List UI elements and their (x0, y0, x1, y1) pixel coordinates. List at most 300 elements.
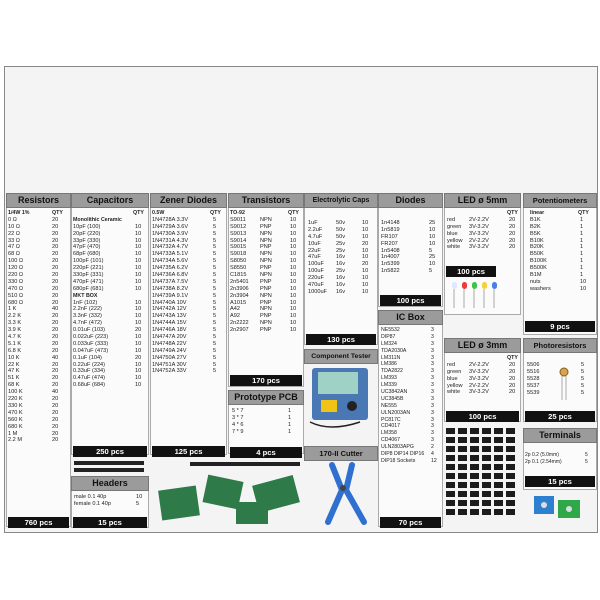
table-cell: 100uF (308, 261, 324, 268)
table-cell: 5 (213, 354, 217, 361)
table-cell: 1 (288, 408, 292, 414)
table-cell: 10 (429, 226, 436, 233)
table-cell: 40 (52, 354, 59, 361)
table-cell: A42 (230, 306, 240, 313)
table-row (8, 382, 67, 389)
table-cell: 10 (290, 216, 297, 223)
table-cell: B10K (530, 237, 544, 244)
table-cell: green (447, 223, 462, 230)
table-cell: 5 (213, 306, 217, 313)
table-cell: 3V-3.2V (469, 375, 489, 382)
table-row (381, 437, 439, 444)
table-cell: 16v (336, 275, 346, 282)
table-row (8, 300, 67, 307)
table-row (381, 444, 439, 451)
table-cell: 20 (52, 272, 59, 279)
table-cell: 20 (52, 223, 59, 230)
table-cell: 10 (362, 282, 369, 289)
table-row (74, 501, 145, 508)
table-cell: 10 (135, 320, 142, 327)
table-cell: 3 (431, 430, 434, 437)
table-cell: 10 (135, 272, 142, 279)
table-row (230, 258, 300, 265)
table-cell: PNP (260, 299, 272, 306)
zener-pcs: 125 pcs (152, 446, 225, 457)
headers-title: Headers (71, 476, 149, 491)
table-cell: 5539 (527, 389, 540, 396)
table-cell: B5K (530, 230, 541, 237)
table-cell: A92 (230, 313, 240, 320)
led5-table: QTY red 2V-2.2V 20 green 3V-3.2V 20 blue 3V-3.2V 20 yellow 2V-2.2V 20 white 3V-3.2V 20 (447, 210, 518, 251)
table-cell: TDA2030A (381, 347, 407, 354)
table-row (381, 451, 439, 458)
table-row (230, 300, 300, 307)
table-cell: 3V-3.2V (469, 223, 489, 230)
table-cell: 10 (362, 254, 369, 261)
table-cell: 10 (135, 306, 142, 313)
capacitors-title: Capacitors (71, 193, 149, 208)
table-cell: 1N4748A 22V (152, 340, 187, 347)
table-cell: 0.033uF (333) (73, 340, 109, 347)
table-row (73, 327, 145, 334)
table-cell: 3 (431, 437, 434, 444)
table-cell: 20 (52, 347, 59, 354)
table-cell: 20 (52, 437, 59, 444)
table-cell: 20 (52, 334, 59, 341)
table-cell: white (447, 389, 461, 396)
icbox-table (381, 327, 439, 465)
table-cell: 10 (135, 299, 142, 306)
table-cell: red (447, 216, 456, 223)
table-cell: 1N4743A 13V (152, 313, 187, 320)
icbox-title: IC Box (378, 310, 443, 325)
table-cell: 16v (336, 288, 346, 295)
led3-title: LED ø 3mm (444, 338, 521, 353)
table-cell: 1 (288, 414, 292, 421)
table-row (525, 459, 593, 466)
table-cell: 20 (52, 313, 59, 320)
table-cell: 68 Ω (8, 251, 20, 258)
table-cell: S9012 (230, 223, 247, 230)
table-row (152, 265, 223, 272)
section-label: Monolithic Ceramic (73, 216, 122, 223)
table-row (447, 238, 517, 245)
table-cell: S9013 (230, 230, 247, 237)
electrolytic-table (308, 220, 374, 296)
table-cell: 1N4732A 4.7V (152, 244, 189, 251)
potentiometers-table: linear QTY B1K 1 B2K 1 B5K 1 B10K 1 B20K 1 B50K 1 B100K 1 B500K 1 B1M 1 nuts 10 washers 10 (530, 210, 589, 292)
table-cell: 20 (52, 278, 59, 285)
table-cell: 1 (580, 265, 584, 272)
table-cell: 20 (52, 285, 59, 292)
table-cell: 1 (580, 230, 584, 237)
table-cell: 10 (290, 230, 297, 237)
table-cell: 4 * 6 (232, 421, 244, 428)
table-cell: 25v (336, 247, 346, 254)
table-cell: 40 (52, 389, 59, 396)
table-cell: 1N4737A 7.5V (152, 278, 189, 285)
table-cell: 10uF (308, 240, 321, 247)
table-cell: 5 (585, 458, 588, 465)
table-row (530, 244, 590, 251)
table-row (73, 375, 145, 382)
transistors-table: TO-92 QTY S9011 NPN 10 S9012 PNP 10 S9013 NPN 10 S9014 NPN 10 S9015 PNP 10 S9018 NPN 10 S8050 NPN 10 S8550 PNP 10 C1815 NPN 10 2n5401 PNP 10 2n3906 PNP 10 2n3904 NPN 10 A1015 PNP 10 A42 NPN 10 A92 PNP 10 2n2222 NPN 10 2n2907 PNP 10 (230, 210, 299, 334)
table-cell: 5 (213, 347, 217, 354)
table-row (152, 279, 223, 286)
table-cell: 3 (431, 340, 434, 347)
table-row (8, 258, 67, 265)
table-cell: NPN (260, 230, 272, 237)
table-cell: 10 (135, 223, 142, 230)
table-cell: 1N4747A 20V (152, 334, 187, 341)
table-cell: 20 (52, 396, 59, 403)
table-row (308, 220, 374, 227)
table-cell: 5 (213, 272, 217, 279)
table-cell: B50K (530, 251, 544, 258)
table-cell: 5 (213, 340, 217, 347)
table-cell: 5 (585, 452, 588, 458)
table-cell: 20 (52, 368, 59, 375)
table-cell: 5 (213, 216, 217, 223)
table-cell: male 0.1 40p (74, 494, 107, 500)
diodes-pcs: 100 pcs (380, 295, 441, 306)
table-row (230, 313, 300, 320)
table-cell: 1N4733A 5.1V (152, 251, 189, 258)
table-cell: DIP8 DIP14 DIP16 (381, 451, 425, 458)
table-cell: TDA2822 (381, 368, 403, 375)
table-cell: 3 (431, 416, 434, 423)
table-cell: S8050 (230, 258, 247, 265)
table-row (381, 220, 439, 227)
table-cell: 1N4736A 6.8V (152, 272, 189, 279)
table-cell: 3 (431, 354, 434, 361)
table-row (8, 286, 67, 293)
table-cell: 10 (362, 275, 369, 282)
table-row (447, 244, 517, 251)
table-cell: 20 (509, 361, 516, 368)
photoresistors-pcs: 25 pcs (525, 411, 595, 422)
table-cell: UC3842AN (381, 389, 408, 396)
table-row (8, 224, 67, 231)
table-cell: LM358 (381, 430, 397, 437)
table-row (530, 286, 590, 293)
table-cell: 1N4739A 9.1V (152, 292, 189, 299)
potentiometers-title: Potentiometers (523, 193, 597, 208)
table-cell: 2.2 K (8, 313, 22, 320)
table-row (230, 244, 300, 251)
table-cell: UC3845B (381, 395, 404, 402)
table-cell: 20 (52, 230, 59, 237)
table-cell: 0 Ω (8, 216, 17, 223)
table-cell: NPN (260, 251, 272, 258)
table-row (530, 258, 590, 265)
table-cell: 10 (362, 268, 369, 275)
table-cell: 4 (431, 451, 434, 458)
table-cell: B1K (530, 216, 541, 223)
table-row (73, 348, 145, 355)
transistors-pcs: 170 pcs (230, 375, 302, 386)
table-cell: 10 (362, 233, 369, 240)
table-row (381, 375, 439, 382)
table-row (447, 217, 517, 224)
led3-table: QTY red 2V-2.2V 20 green 3V-3.2V 20 blue 3V-3.2V 20 yellow 2V-2.2V 20 white 3V-3.2V 20 (447, 355, 518, 396)
table-cell: 1N4731A 4.3V (152, 237, 189, 244)
table-row (8, 279, 67, 286)
table-cell: 3.9 K (8, 327, 22, 334)
table-cell: 5 * 7 (232, 408, 244, 414)
table-cell: 10 (135, 368, 142, 375)
table-row (8, 410, 67, 417)
terminals-pcs: 15 pcs (525, 476, 595, 487)
terminals-table (525, 452, 593, 466)
table-cell: 1n4148 (381, 220, 400, 226)
table-cell: PNP (260, 244, 272, 251)
table-row (381, 355, 439, 362)
table-cell: PNP (260, 223, 272, 230)
table-cell: 1 (580, 258, 584, 265)
table-cell: 330 K (8, 402, 23, 409)
table-cell: 10 (135, 361, 142, 368)
table-cell: 1N4730A 3.9V (152, 230, 189, 237)
table-row (308, 234, 374, 241)
table-cell: 1 (580, 272, 584, 279)
table-cell: LM324 (381, 340, 397, 347)
table-row (8, 334, 67, 341)
table-cell: 22 K (8, 361, 20, 368)
table-cell: 10 (135, 278, 142, 285)
table-cell: 5 (136, 500, 140, 507)
table-row (530, 224, 590, 231)
table-cell: 10 (135, 347, 142, 354)
table-cell: 10 (290, 306, 297, 313)
table-row (73, 224, 145, 231)
table-cell: 10 (290, 265, 297, 272)
table-row (73, 238, 145, 245)
table-cell: 20 (509, 230, 516, 237)
table-cell: 100 K (8, 389, 23, 396)
table-row (308, 282, 374, 289)
table-cell: yellow (447, 237, 463, 244)
table-cell: red (447, 361, 456, 368)
table-cell: 2V-2.2V (469, 361, 489, 368)
table-cell: 3.3nF (332) (73, 313, 102, 320)
table-cell: 2n2222 (230, 320, 249, 327)
table-row (530, 272, 590, 279)
table-cell: 3 * 7 (232, 414, 244, 421)
table-row (8, 348, 67, 355)
table-row (308, 268, 374, 275)
table-cell: 10 K (8, 354, 20, 361)
table-cell: 3 (431, 375, 434, 382)
table-row (527, 362, 591, 369)
table-row (8, 251, 67, 258)
table-row (308, 241, 374, 248)
zener-table: 0.5W QTY 1N4728A 3.3V 5 1N4729A 3.6V 5 1N4730A 3.9V 5 1N4731A 4.3V 5 1N4732A 4.7V 5 1N4733A 5.1V 5 1N4734A 5.6V 5 1N4735A 6.2V 5 1N4736A 6.8V 5 1N4737A 7.5V 5 1N4738A 8.2V 5 1N4739A 9.1V 5 1N4740A 10V 5 1N4742A 12V 5 1N4743A 13V 5 1N4744A 15V 5 1N4746A 18V 5 1N4747A 20V 5 1N4748A 22V 5 1N4749A 24V 5 1N4750A 27V 5 1N4751A 30V 5 1N4752A 33V 5 (152, 210, 223, 375)
table-cell: 1 (288, 421, 292, 428)
table-row (73, 306, 145, 313)
table-cell: B500K (530, 265, 547, 272)
table-row (230, 251, 300, 258)
headers-table (74, 494, 145, 508)
table-cell: 1N4744A 15V (152, 320, 187, 327)
table-cell: FR107 (381, 233, 398, 240)
table-row (73, 286, 145, 293)
table-cell: 20 (52, 382, 59, 389)
table-row (230, 231, 300, 238)
table-cell: 1 (580, 251, 584, 258)
table-cell: nuts (530, 278, 541, 285)
table-cell: 10 (290, 272, 297, 279)
led5-title: LED ø 5mm (444, 193, 521, 208)
table-row (152, 258, 223, 265)
table-row (152, 362, 223, 369)
table-row (530, 217, 590, 224)
table-row (152, 293, 223, 300)
table-cell: ULN2803APG (381, 444, 414, 451)
icbox-pcs: 70 pcs (380, 517, 441, 528)
table-cell: 1N4740A 10V (152, 299, 187, 306)
table-row (73, 362, 145, 369)
table-cell: 20 (509, 223, 516, 230)
table-cell: 330pF (331) (73, 272, 104, 279)
table-row (232, 408, 298, 415)
table-cell: washers (530, 285, 551, 292)
table-cell: 50v (336, 226, 346, 233)
headers-pcs: 15 pcs (73, 517, 147, 528)
table-cell: 4.7nF (472) (73, 320, 102, 327)
table-row (381, 261, 439, 268)
table-row (8, 231, 67, 238)
table-cell: 4.7 K (8, 334, 22, 341)
table-cell: yellow (447, 382, 463, 389)
table-cell: 7 * 9 (232, 428, 244, 435)
table-row (152, 300, 223, 307)
table-row (230, 265, 300, 272)
table-cell: 20 (509, 382, 516, 389)
table-cell: 20 (135, 327, 142, 334)
table-row (230, 279, 300, 286)
table-cell: 220pF (221) (73, 265, 104, 272)
table-cell: 680pF (681) (73, 285, 104, 292)
table-row (527, 383, 591, 390)
table-cell: 2.2 M (8, 437, 22, 444)
table-cell: 20 (509, 216, 516, 223)
table-cell: white (447, 244, 461, 251)
table-row (308, 261, 374, 268)
table-row (381, 430, 439, 437)
table-cell: 10 (135, 285, 142, 292)
table-row (447, 224, 517, 231)
table-row (381, 327, 439, 334)
table-row (8, 396, 67, 403)
table-cell: 20 (52, 340, 59, 347)
table-cell: 1n5408 (381, 247, 400, 254)
table-cell: 10 (290, 237, 297, 244)
table-cell: 2V-2.2V (469, 216, 489, 223)
table-cell: 2.2nF (222) (73, 306, 102, 313)
diodes-table (381, 220, 439, 275)
photoresistors-title: Photoresistors (523, 338, 597, 353)
table-cell: 220 K (8, 396, 23, 403)
table-cell: 20 (52, 258, 59, 265)
table-row (308, 227, 374, 234)
table-cell: 10 (580, 278, 587, 285)
table-row (73, 355, 145, 362)
table-row (8, 375, 67, 382)
table-cell: 5 (581, 389, 585, 396)
table-cell: 1 (580, 216, 584, 223)
table-cell: 16v (336, 282, 346, 289)
table-cell: 10 (290, 251, 297, 258)
table-row (381, 361, 439, 368)
table-row (8, 355, 67, 362)
table-cell: 3.3 K (8, 320, 22, 327)
table-row (8, 238, 67, 245)
table-row (381, 458, 439, 465)
table-row (152, 341, 223, 348)
table-cell: 5 (213, 313, 217, 320)
table-cell: 1n5819 (381, 226, 400, 233)
resistors-pcs: 760 pcs (8, 517, 69, 528)
table-cell: 5 (581, 362, 585, 368)
table-cell: B20K (530, 244, 544, 251)
table-cell: 12 (431, 457, 437, 464)
table-cell: PNP (260, 278, 272, 285)
photoresistors-table (527, 362, 591, 396)
table-row (527, 369, 591, 376)
table-row (8, 431, 67, 438)
led3-pcs: 100 pcs (446, 411, 519, 422)
table-cell: 10 (290, 285, 297, 292)
table-row (530, 265, 590, 272)
table-cell: 680 Ω (8, 299, 24, 306)
table-row (447, 376, 517, 383)
table-cell: 20 (52, 361, 59, 368)
table-cell: 22uF (308, 247, 321, 254)
table-cell: 1n4007 (381, 254, 400, 261)
table-cell: ULN2003AN (381, 409, 411, 416)
table-cell: 20 (509, 375, 516, 382)
table-cell: 10pF (100) (73, 223, 101, 230)
table-cell: 5.1 K (8, 340, 22, 347)
table-cell: female 0.1 40p (74, 500, 112, 507)
table-row (8, 368, 67, 375)
table-row (381, 248, 439, 255)
section-label: MKT BOX (73, 292, 98, 299)
table-cell: PNP (260, 327, 272, 334)
table-cell: 510 Ω (8, 292, 24, 299)
table-cell: 5 (213, 368, 217, 375)
table-cell: 10 (362, 247, 369, 254)
table-row (230, 320, 300, 327)
table-cell: 5537 (527, 382, 540, 389)
table-cell: 5 (213, 258, 217, 265)
table-cell: 10 (362, 220, 369, 226)
pcb-title: Prototype PCB (228, 390, 304, 405)
table-row (381, 423, 439, 430)
table-row (152, 272, 223, 279)
table-cell: NPN (260, 237, 272, 244)
table-cell: 2V-2.2V (469, 237, 489, 244)
table-cell: 330 Ω (8, 278, 24, 285)
table-cell: 10 (429, 261, 436, 268)
table-row (8, 313, 67, 320)
table-cell: 470uF (308, 282, 324, 289)
table-row (73, 272, 145, 279)
table-cell: 10 (290, 244, 297, 251)
table-cell: DIP18 Sockets (381, 457, 416, 464)
table-cell: DIP87 (381, 333, 396, 340)
